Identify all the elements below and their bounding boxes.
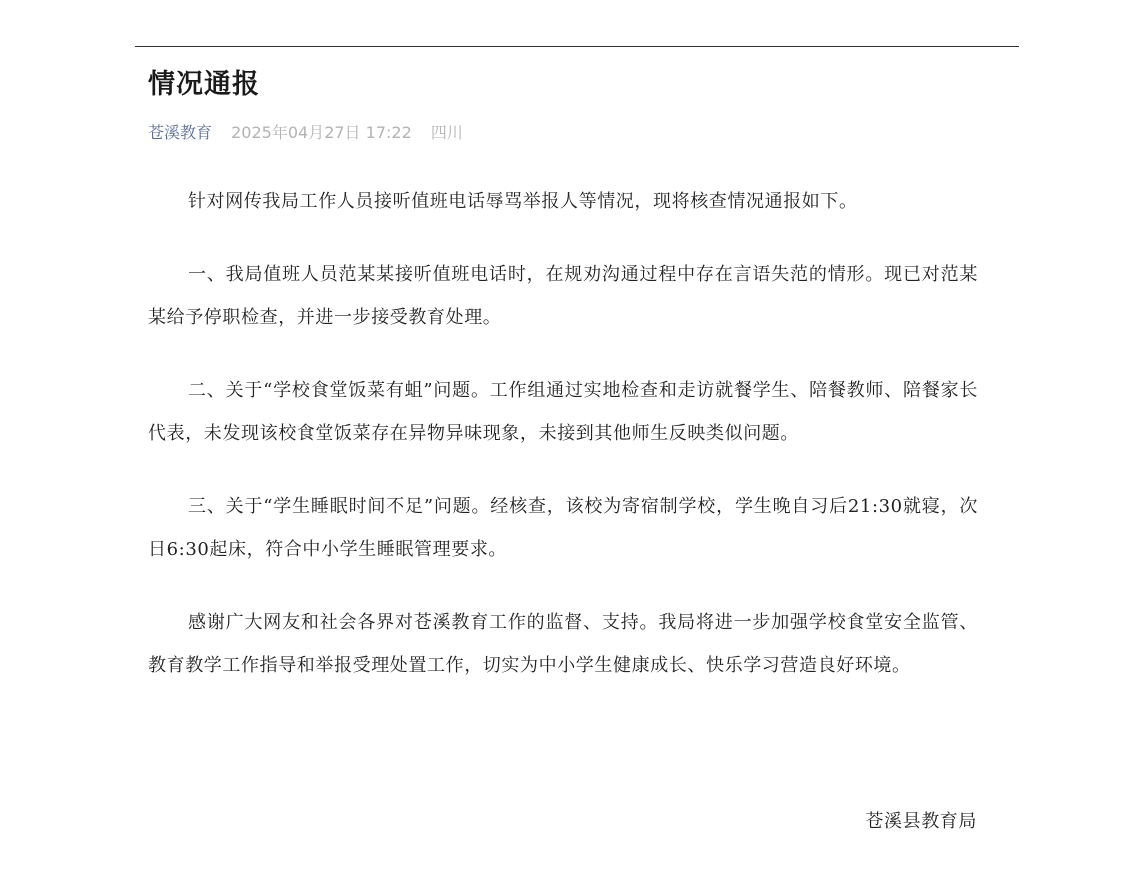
article-meta — [148, 120, 463, 146]
paragraph-closing: 感谢广大网友和社会各界对苍溪教育工作的监督、支持。我局将进一步加强学校食堂安全监管、教育教学工作指导和举报受理处置工作，切实为中小学生健康成长、快乐学习营造良好环境。 — [148, 612, 978, 676]
paragraph-item-3: 三、关于“学生睡眠时间不足”问题。经核查，该校为寄宿制学校，学生晚自习后21:30就寝，次日6:30起床，符合中小学生睡眠管理要求。 — [148, 496, 978, 560]
account-name-link[interactable]: 苍溪教育 — [148, 123, 213, 142]
signature: 苍溪县教育局 — [865, 811, 977, 832]
paragraph-item-2: 二、关于“学校食堂饭菜有蛆”问题。工作组通过实地检查和走访就餐学生、陪餐教师、陪餐家长代表，未发现该校食堂饭菜存在异物异味现象，未接到其他师生反映类似问题。 — [148, 380, 978, 444]
top-divider — [135, 46, 1019, 47]
article-title: 情况通报 — [148, 69, 260, 100]
paragraph-intro: 针对网传我局工作人员接听值班电话辱骂举报人等情况，现将核查情况通报如下。 — [188, 191, 858, 212]
publish-location: 四川 — [430, 123, 463, 142]
paragraph-item-1: 一、我局值班人员范某某接听值班电话时，在规劝沟通过程中存在言语失范的情形。现已对范某某给予停职检查，并进一步接受教育处理。 — [148, 264, 978, 328]
publish-time: 2025年04月27日 17:22 — [231, 123, 412, 142]
article-body — [148, 180, 978, 717]
